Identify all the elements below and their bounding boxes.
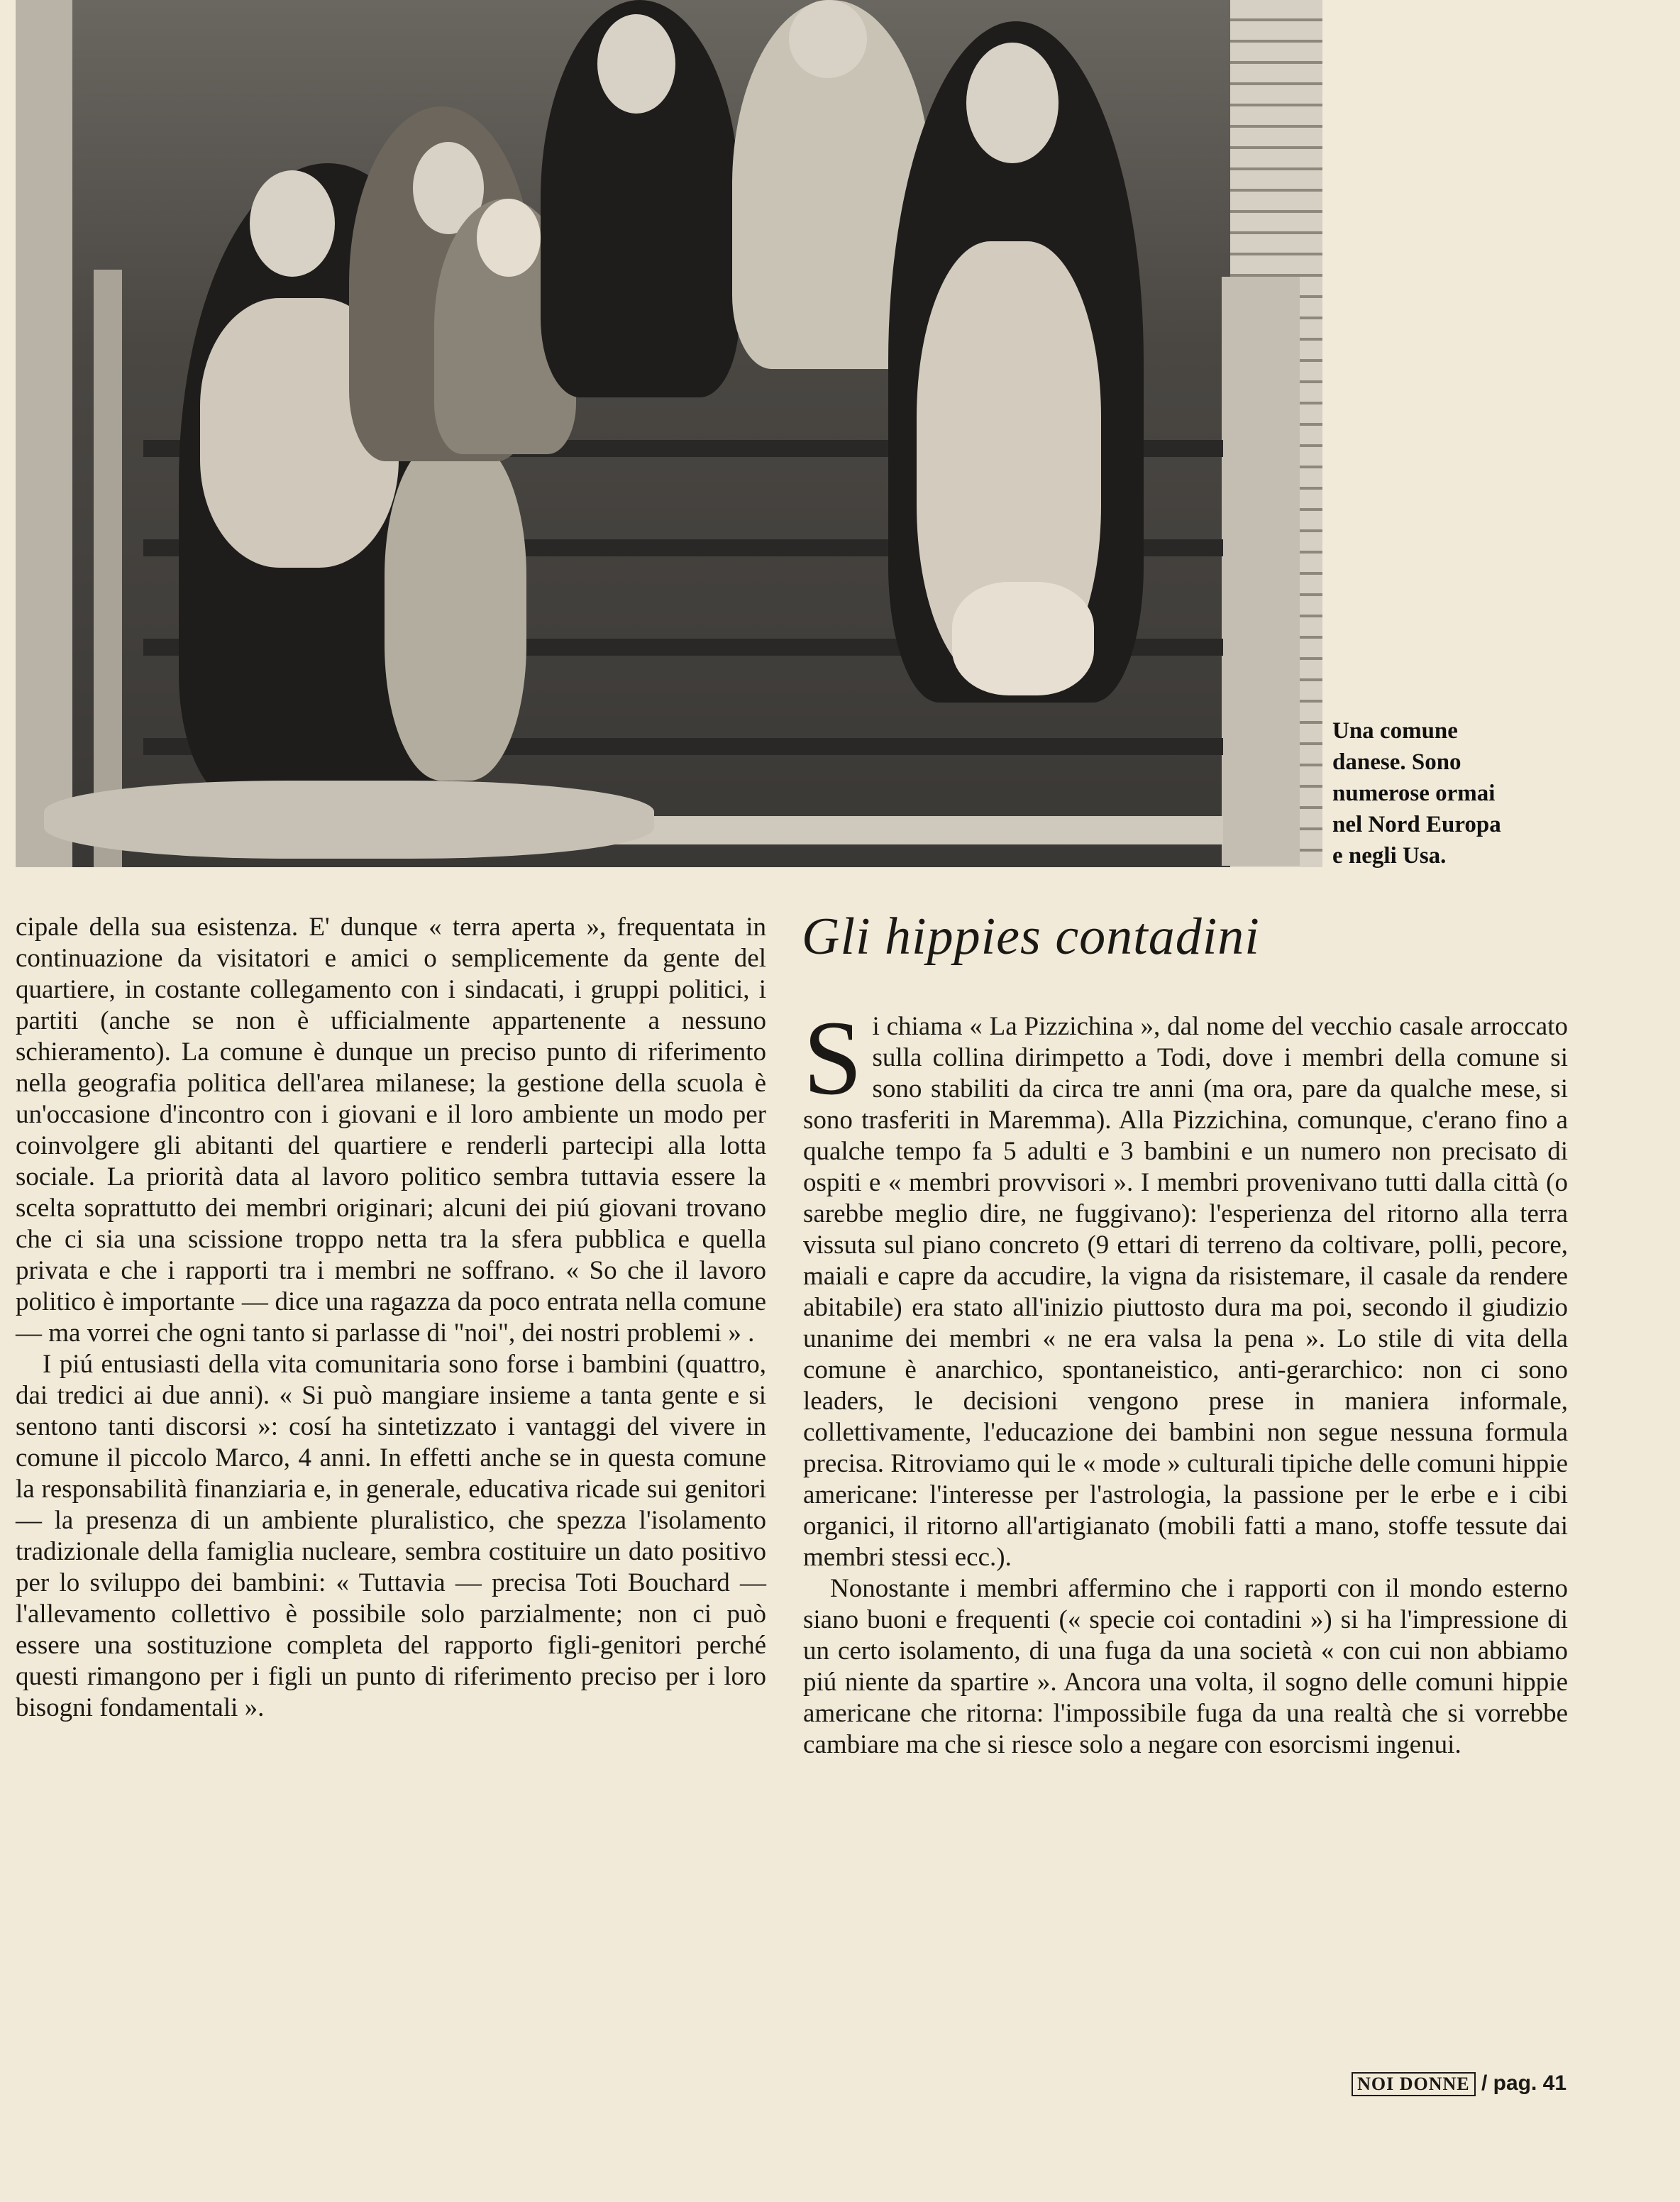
porch-post-left (16, 0, 72, 867)
paragraph: cipale della sua esistenza. E' dunque « terra aperta », frequentata in continuazione da visitatori e amici o semplicemente da gente del quartiere, in costante collegamento con i sindacati, i gruppi politici, i partiti (anche se non è ufficialmente appartenente a nessuno schieramento). La comune è dunque un preciso punto di riferimento nella geografia politica dell'area milanese; la gestione della scuola è un'occasione d'incontro con i giovani e il loro ambiente un modo per coinvolgere gli abitanti del quartiere e renderli partecipi alla lotta sociale. La priorità data al lavoro politico sembra tuttavia essere la scelta soprattutto dei membri originari; alcuni dei piú giovani trovano che ci sia una scissione troppo netta tra la sfera pubblica e quella privata e che i rapporti tra i membri ne soffrano. « So che il lavoro politico è importante — dice una ragazza da poco entrata nella comune — ma vorrei che ogni tanto si parlasse di "noi", dei nostri problemi » . (16, 913, 766, 1348)
drop-cap: S (803, 999, 863, 1117)
paragraph-text: i chiama « La Pizzichina », dal nome del vecchio casale arroccato sulla collina dirimpetto a Todi, dove i membri della comune si sono stabiliti da circa tre anni (ma ora, pare da qualche mese, si sono trasferiti in Maremma). Alla Pizzichina, comunque, c'erano fino a qualche tempo fa 5 adulti e 3 bambini e un numero non precisato di ospiti e « membri provvisori ». I membri provenivano tutti dalla città (o sarebbe meglio dire, ne fuggivano): l'esperienza del ritorno alla terra vissuta sul piano concreto (9 ettari di terreno da coltivare, polli, pecore, maiali e capre da accudire, la vigna da risistemare, il casale da rendere abitabile) era stato all'inizio piuttosto dura ma poi, secondo il giudizio unanime dei membri « ne era valsa la pena ». Lo stile di vita della comune è anarchico, spontaneistico, anti-gerarchico: non ci sono leaders, le decisioni vengono prese in maniera informale, collettivamente, l'educazione dei bambini non segue nessuna formula precisa. Ritroviamo qui le « mode » culturali tipiche delle comuni hippie americane: l'interesse per l'astrologia, la passione per le erbe e i cibi organici, il ritorno all'artigianato (mobili fatti a mano, stoffe tessute dai membri stessi ecc.). (803, 1012, 1568, 1572)
railing-post (94, 270, 122, 867)
paragraph: I piú entusiasti della vita comunitaria sono forse i bambini (quattro, dai tredici ai due anni). « Si può mangiare insieme a tanta gente e si sentono tanti discorsi »: cosí ha sintetizzato i vantaggi del vivere in comune il piccolo Marco, 4 anni. In effetti anche se in questa comune la responsabilità finanziaria e, in generale, educativa ricade sui genitori — la presenza di un ambiente pluralistico, che spezza l'isolamento tradizionale della famiglia nucleare, sembra costituire un dato positivo per lo sviluppo dei bambini: « Tuttavia — precisa Toti Bouchard — l'allevamento collettivo è possibile solo parzialmente; non ci può essere una sostituzione completa del rapporto figli-genitori perché questi rimangono per i figli un punto di riferimento preciso per i loro bisogni fondamentali ». (16, 1350, 766, 1722)
page-number: pag. 41 (1493, 2071, 1566, 2095)
caption-line: nel Nord Europa (1332, 812, 1501, 837)
caption-line: e negli Usa. (1332, 843, 1447, 869)
photo-caption (1332, 715, 1574, 871)
magazine-logo: NOI DONNE (1352, 2072, 1476, 2096)
caption-line: danese. Sono (1332, 749, 1461, 775)
paragraph: Nonostante i membri affermino che i rapporti con il mondo esterno siano buoni e frequenti (« specie coi contadini ») si ha l'impressione di un certo isolamento, di una fuga da una società « con cui non abbiamo piú niente da spartire ». Ancora una volta, il sogno delle comuni hippie americane che ritorna: l'impossibile fuga da una realtà che si vorrebbe cambiare ma che si riesce solo a negare con esorcismi ingenui. (803, 1574, 1568, 1759)
left-column (16, 912, 766, 1724)
paragraph (803, 999, 1568, 1573)
commune-photo (16, 0, 1322, 867)
footer-separator: / (1481, 2071, 1488, 2095)
caption-line: Una comune (1332, 718, 1458, 744)
page-footer (1352, 2071, 1566, 2096)
porch-post-right (1222, 277, 1300, 866)
caption-line: numerose ormai (1332, 781, 1496, 806)
section-heading: Gli hippies contadini (802, 908, 1260, 966)
right-column (803, 999, 1568, 1761)
